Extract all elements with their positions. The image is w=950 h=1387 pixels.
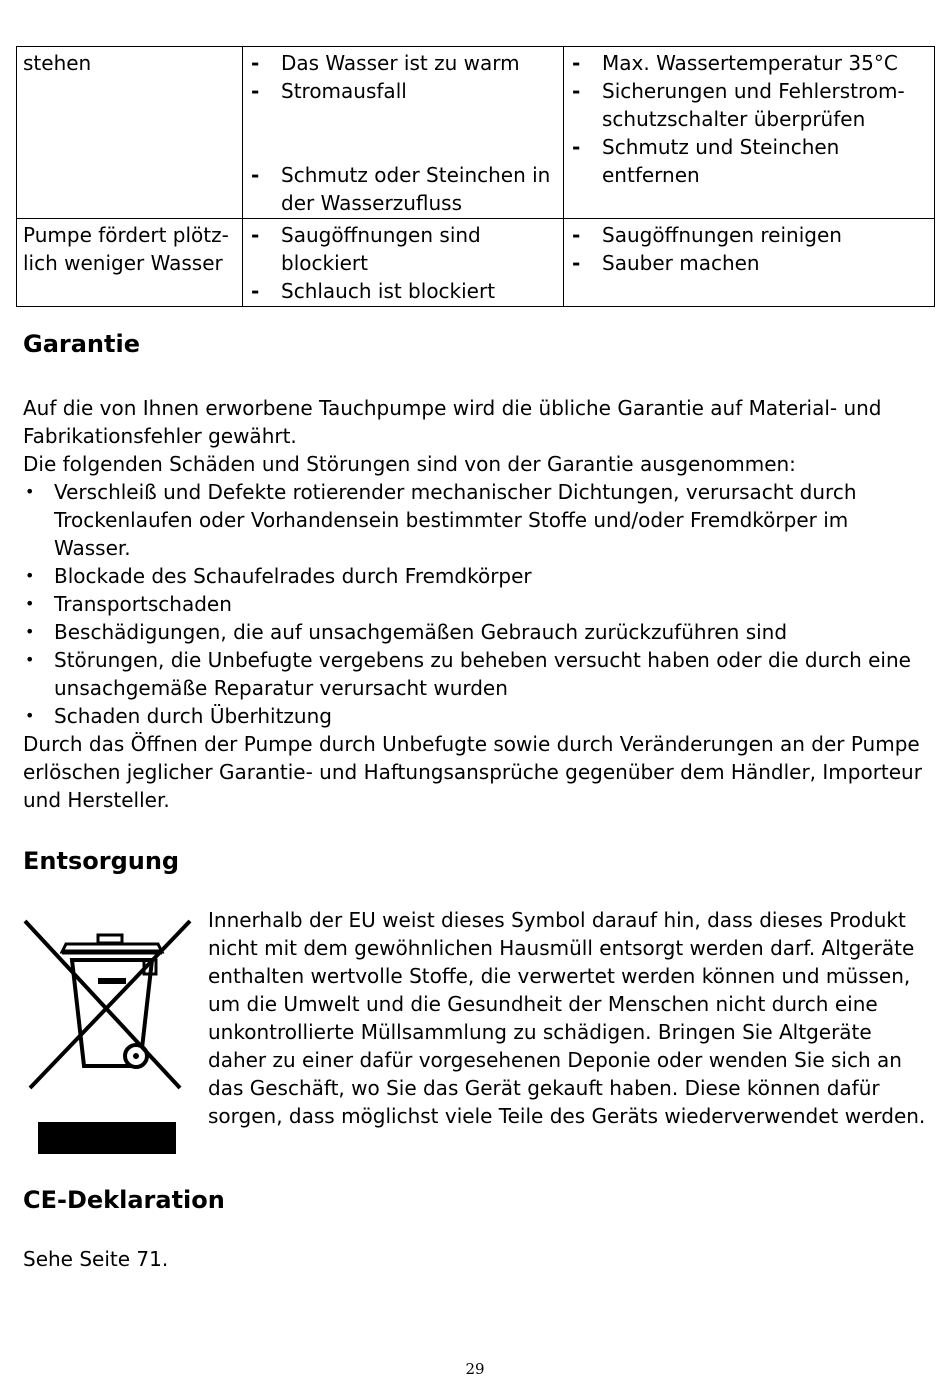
list-item: - Saugöffnungen sind blockiert xyxy=(251,223,481,275)
list-item: - Stromausfall xyxy=(251,79,407,103)
bullet-icon: • xyxy=(25,482,35,501)
list-item: - Schlauch ist blockiert xyxy=(251,279,496,303)
bullet-icon: • xyxy=(25,706,35,725)
spacer xyxy=(249,105,557,161)
table-row xyxy=(17,47,935,219)
list-item: - Saugöffnungen reinigen xyxy=(572,223,842,247)
troubleshooting-table xyxy=(16,46,935,307)
list-item: - Das Wasser ist zu warm xyxy=(251,51,520,75)
bullet-icon: • xyxy=(25,594,35,613)
exclusions-list xyxy=(23,478,923,730)
ce-heading: CE-Deklaration xyxy=(23,1186,225,1214)
page-number: 29 xyxy=(465,1360,485,1378)
garantie-closing: Durch das Öffnen der Pumpe durch Unbefugte sowie durch Veränderungen an der Pumpe erlöschen jeglicher Garantie- und Haftungsansprüche gegenüber dem Händler, Importeur und Hersteller. xyxy=(23,732,922,812)
ce-text: Sehe Seite 71. xyxy=(23,1247,169,1271)
garantie-heading: Garantie xyxy=(23,330,140,358)
entsorgung-text: Innerhalb der EU weist dieses Symbol darauf hin, dass dieses Produkt nicht mit dem gewöhnlichen Hausmüll entsorgt werden darf. Altgeräte enthalten wertvolle Stoffe, die verwertet werden können und müssen, um die Umwelt und die Gesundheit der Menschen nicht durch eine unkontrollierte Müllsammlung zu schädigen. Bringen Sie Altgeräte daher zu einer dafür vorgesehenen Deponie oder wenden Sie sich an das Geschäft, wo Sie das Gerät gekauft haben. Diese können dafür sorgen, dass möglichst viele Teile des Geräts wiederverwendet werden. xyxy=(208,908,926,1128)
table-row xyxy=(17,219,935,307)
remedy-cell xyxy=(564,47,935,219)
list-item: - Max. Wassertemperatur 35°C xyxy=(572,51,898,75)
problem-cell: Pumpe fördert plötz-lich weniger Wasser xyxy=(17,219,243,307)
cause-cell xyxy=(243,47,564,219)
list-item: • Störungen, die Unbefugte vergebens zu beheben versucht haben oder die durch eine unsachgemäße Reparatur verursacht wurden xyxy=(25,648,911,700)
garantie-intro: Auf die von Ihnen erworbene Tauchpumpe wird die übliche Garantie auf Material- und Fabrikationsfehler gewährt. xyxy=(23,396,882,448)
crossed-out-wheelie-bin-icon xyxy=(22,916,194,1161)
cause-cell xyxy=(243,219,564,307)
list-item: • Schaden durch Überhitzung xyxy=(25,704,332,728)
list-item: - Sauber machen xyxy=(572,251,760,275)
entsorgung-heading: Entsorgung xyxy=(23,847,180,875)
list-item: - Schmutz oder Steinchen in der Wasserzufluss xyxy=(251,163,551,215)
list-item: • Verschleiß und Defekte rotierender mechanischer Dichtungen, verursacht durch Trockenlaufen oder Vorhandensein bestimmter Stoffe und/oder Fremdkörper im Wasser. xyxy=(25,480,857,560)
garantie-body xyxy=(23,394,923,814)
list-item: • Blockade des Schaufelrades durch Fremdkörper xyxy=(25,564,532,588)
remedy-cell xyxy=(564,219,935,307)
list-item: • Beschädigungen, die auf unsachgemäßen Gebrauch zurückzuführen sind xyxy=(25,620,788,644)
garantie-exclusions-intro: Die folgenden Schäden und Störungen sind von der Garantie ausgenommen: xyxy=(23,452,796,476)
problem-cell: stehen xyxy=(17,47,243,219)
list-item: - Schmutz und Steinchen entfernen xyxy=(572,135,840,187)
bullet-icon: • xyxy=(25,566,35,585)
bullet-icon: • xyxy=(25,650,35,669)
bullet-icon: • xyxy=(25,622,35,641)
list-item: • Transportschaden xyxy=(25,592,232,616)
list-item: - Sicherungen und Fehlerstrom-schutzschalter überprüfen xyxy=(572,79,905,131)
